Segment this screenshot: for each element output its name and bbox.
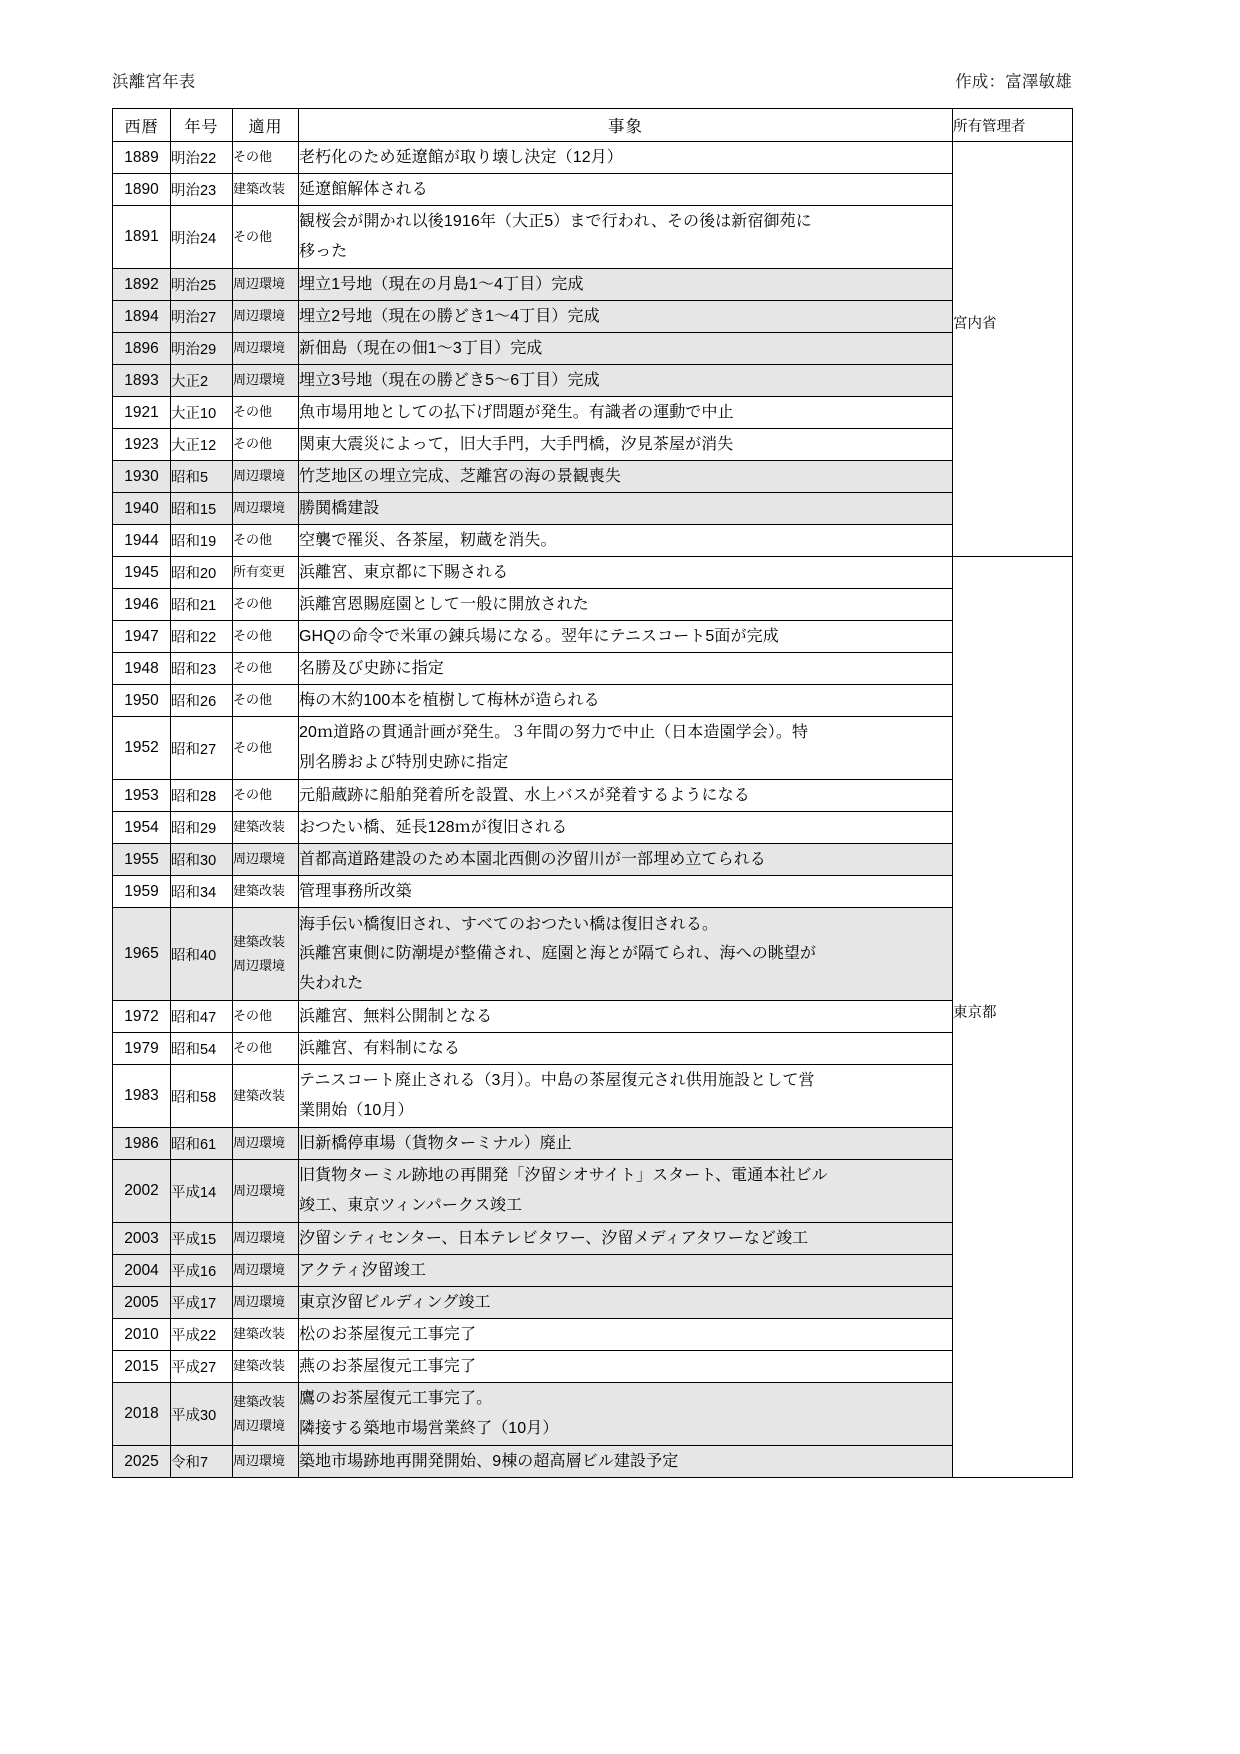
cell-event [299, 142, 953, 174]
chronology-table [112, 108, 1073, 1478]
event-line: 燕のお茶屋復元工事完了 [299, 1357, 477, 1375]
table-row [113, 589, 1073, 621]
table-row [113, 333, 1073, 365]
cell-category [233, 301, 299, 333]
cell-era: 昭和26 [171, 685, 233, 717]
cell-event [299, 844, 953, 876]
cell-category [233, 685, 299, 717]
cell-category [233, 1351, 299, 1383]
cell-year: 1947 [113, 621, 171, 653]
cell-owner [953, 142, 1073, 557]
category-line: 建築改装 [233, 1358, 286, 1374]
event-line: 業開始（10月） [299, 1102, 414, 1119]
cell-era: 昭和15 [171, 493, 233, 525]
cell-event [299, 206, 953, 269]
event-line: 勝鬨橋建設 [299, 499, 380, 517]
cell-year: 2005 [113, 1287, 171, 1319]
event-line: 浜離宮、無料公開制となる [299, 1007, 493, 1025]
category-line: 周辺環境 [233, 851, 286, 867]
category-line: 周辺環境 [233, 308, 286, 324]
cell-event [299, 174, 953, 206]
cell-year: 2015 [113, 1351, 171, 1383]
category-line: 周辺環境 [233, 1453, 286, 1469]
table-row [113, 206, 1073, 269]
cell-category [233, 525, 299, 557]
cell-category [233, 174, 299, 206]
event-line: 魚市場用地としての払下げ問題が発生。有識者の運動で中止 [299, 403, 734, 421]
cell-year: 1944 [113, 525, 171, 557]
cell-event [299, 1001, 953, 1033]
cell-era: 明治29 [171, 333, 233, 365]
cell-era: 平成30 [171, 1383, 233, 1446]
page-title: 浜離宮年表 [112, 73, 196, 91]
cell-category [233, 844, 299, 876]
cell-event [299, 1351, 953, 1383]
category-line: その他 [233, 596, 273, 612]
cell-era: 昭和21 [171, 589, 233, 621]
event-line: 浜離宮恩賜庭園として一般に開放された [299, 595, 589, 613]
category-line: その他 [233, 436, 273, 452]
cell-year: 1930 [113, 461, 171, 493]
cell-era: 明治25 [171, 269, 233, 301]
category-line: その他 [233, 628, 273, 644]
category-line: 建築改装 [233, 933, 286, 949]
cell-event [299, 589, 953, 621]
table-row [113, 1160, 1073, 1223]
cell-era: 明治22 [171, 142, 233, 174]
table-row [113, 1351, 1073, 1383]
cell-year: 1979 [113, 1033, 171, 1065]
cell-category [233, 365, 299, 397]
event-line: 梅の木約100本を植樹して梅林が造られる [299, 691, 600, 709]
category-line: その他 [233, 149, 273, 165]
cell-year: 2003 [113, 1223, 171, 1255]
event-line: 管理事務所改築 [299, 882, 412, 900]
category-line: その他 [233, 787, 273, 803]
event-line: 旧新橋停車場（貨物ターミナル）廃止 [299, 1134, 572, 1152]
table-row [113, 812, 1073, 844]
cell-year: 2025 [113, 1446, 171, 1478]
cell-year: 1896 [113, 333, 171, 365]
cell-year: 1950 [113, 685, 171, 717]
cell-category [233, 908, 299, 1001]
cell-event [299, 1065, 953, 1128]
cell-category [233, 493, 299, 525]
cell-category [233, 429, 299, 461]
cell-category [233, 780, 299, 812]
cell-event [299, 1223, 953, 1255]
cell-era: 令和7 [171, 1446, 233, 1478]
table-row [113, 1383, 1073, 1446]
cell-event [299, 908, 953, 1001]
cell-era: 平成22 [171, 1319, 233, 1351]
table-row [113, 557, 1073, 589]
cell-event [299, 1287, 953, 1319]
event-line: 海手伝い橋復旧され、すべてのおつたい橋は復旧される。 [299, 915, 719, 933]
cell-era: 大正2 [171, 365, 233, 397]
cell-event [299, 461, 953, 493]
cell-era: 昭和23 [171, 653, 233, 685]
event-line: 20ｍ道路の貫通計画が発生。３年間の努力で中止（日本造園学会）。特 [299, 724, 809, 742]
category-line: 周辺環境 [233, 1182, 286, 1198]
cell-category [233, 717, 299, 780]
cell-event [299, 1319, 953, 1351]
cell-era: 昭和28 [171, 780, 233, 812]
table-row [113, 1128, 1073, 1160]
table-body [113, 142, 1073, 1478]
cell-year: 1889 [113, 142, 171, 174]
category-line: 周辺環境 [233, 340, 286, 356]
cell-year: 1972 [113, 1001, 171, 1033]
event-line: 東京汐留ビルディング竣工 [299, 1293, 491, 1311]
cell-event [299, 525, 953, 557]
cell-year: 1965 [113, 908, 171, 1001]
cell-year: 1921 [113, 397, 171, 429]
cell-era: 昭和58 [171, 1065, 233, 1128]
cell-year: 2018 [113, 1383, 171, 1446]
event-line: 汐留シティセンター、日本テレビタワー、汐留メディアタワーなど竣工 [299, 1229, 809, 1247]
cell-category [233, 1223, 299, 1255]
cell-year: 1940 [113, 493, 171, 525]
event-line: 新佃島（現在の佃1〜3丁目）完成 [299, 339, 543, 357]
category-line: その他 [233, 532, 273, 548]
event-line: 浜離宮、東京都に下賜される [299, 563, 509, 581]
cell-event [299, 812, 953, 844]
category-line: 周辺環境 [233, 276, 286, 292]
event-line: 築地市場跡地再開発開始、9棟の超高層ビル建設予定 [299, 1452, 679, 1470]
category-line: 建築改装 [233, 1087, 286, 1103]
event-line: 元船蔵跡に船舶発着所を設置、水上バスが発着するようになる [299, 786, 750, 804]
cell-event [299, 1033, 953, 1065]
table-row [113, 1319, 1073, 1351]
table-row [113, 1223, 1073, 1255]
cell-event [299, 397, 953, 429]
category-line: その他 [233, 1040, 273, 1056]
cell-era: 明治24 [171, 206, 233, 269]
category-line: 周辺環境 [233, 468, 286, 484]
event-line: 関東大震災によって，旧大手門，大手門橋，汐見茶屋が消失 [299, 435, 734, 453]
event-line: 埋立1号地（現在の月島1〜4丁目）完成 [299, 275, 584, 293]
event-line: 別名勝および特別史跡に指定 [299, 754, 509, 771]
category-line: 周辺環境 [233, 958, 286, 973]
cell-category [233, 589, 299, 621]
table-row [113, 142, 1073, 174]
table-row [113, 397, 1073, 429]
event-line: 旧貨物ターミル跡地の再開発「汐留シオサイト」スタート、電通本社ビル [299, 1167, 828, 1185]
cell-category [233, 1383, 299, 1446]
cell-category [233, 1033, 299, 1065]
cell-year: 2010 [113, 1319, 171, 1351]
cell-era: 昭和54 [171, 1033, 233, 1065]
cell-year: 1923 [113, 429, 171, 461]
table-row [113, 461, 1073, 493]
category-line: 周辺環境 [233, 1294, 286, 1310]
cell-category [233, 1319, 299, 1351]
cell-category [233, 461, 299, 493]
cell-year: 1954 [113, 812, 171, 844]
event-line: 竹芝地区の埋立完成、芝離宮の海の景観喪失 [299, 467, 622, 485]
cell-category [233, 1160, 299, 1223]
event-line: 首都高道路建設のため本園北西側の汐留川が一部埋め立てられる [299, 850, 766, 868]
table-row [113, 621, 1073, 653]
cell-event [299, 717, 953, 780]
table-row [113, 493, 1073, 525]
cell-era: 昭和20 [171, 557, 233, 589]
column-header-year: 西暦 [113, 109, 171, 142]
cell-event [299, 653, 953, 685]
cell-year: 1986 [113, 1128, 171, 1160]
event-line: 移った [299, 243, 348, 260]
category-line: 周辺環境 [233, 500, 286, 516]
cell-event [299, 1160, 953, 1223]
cell-year: 1946 [113, 589, 171, 621]
cell-era: 明治27 [171, 301, 233, 333]
table-header [113, 109, 1073, 142]
cell-event [299, 1446, 953, 1478]
cell-era: 平成15 [171, 1223, 233, 1255]
category-line: その他 [233, 739, 273, 755]
cell-era: 平成16 [171, 1255, 233, 1287]
cell-era: 昭和30 [171, 844, 233, 876]
table-row [113, 1001, 1073, 1033]
category-line: その他 [233, 228, 273, 244]
cell-year: 2002 [113, 1160, 171, 1223]
cell-year: 1891 [113, 206, 171, 269]
cell-event [299, 557, 953, 589]
table-row [113, 653, 1073, 685]
cell-event [299, 1383, 953, 1446]
table-row [113, 1446, 1073, 1478]
event-line: 埋立3号地（現在の勝どき5〜6丁目）完成 [299, 371, 600, 389]
cell-category [233, 1255, 299, 1287]
event-line: GHQの命令で米軍の錬兵場になる。翌年にテニスコート5面が完成 [299, 627, 779, 645]
table-row [113, 1255, 1073, 1287]
event-line: 失われた [299, 974, 364, 992]
event-line: 延遼館解体される [299, 180, 428, 198]
table-row [113, 685, 1073, 717]
category-line: 周辺環境 [233, 1230, 286, 1246]
table-row [113, 429, 1073, 461]
category-line: 所有変更 [233, 564, 286, 580]
table-row [113, 269, 1073, 301]
cell-era: 明治23 [171, 174, 233, 206]
table-row [113, 525, 1073, 557]
cell-era: 昭和22 [171, 621, 233, 653]
category-line: 周辺環境 [233, 1418, 286, 1433]
table-row [113, 876, 1073, 908]
column-header-event: 事象 [299, 109, 953, 142]
event-line: 老朽化のため延遼館が取り壊し決定（12月） [299, 148, 623, 166]
cell-year: 1945 [113, 557, 171, 589]
cell-era: 昭和61 [171, 1128, 233, 1160]
cell-category [233, 206, 299, 269]
category-line: 周辺環境 [233, 1262, 286, 1278]
cell-category [233, 653, 299, 685]
cell-era: 平成27 [171, 1351, 233, 1383]
table-row [113, 780, 1073, 812]
cell-event [299, 876, 953, 908]
cell-era: 大正12 [171, 429, 233, 461]
cell-event [299, 1255, 953, 1287]
cell-era: 昭和29 [171, 812, 233, 844]
cell-event [299, 365, 953, 397]
event-line: おつたい橋、延長128ｍが復旧される [299, 818, 568, 836]
cell-era: 大正10 [171, 397, 233, 429]
cell-category [233, 397, 299, 429]
cell-event [299, 493, 953, 525]
event-line: 観桜会が開かれ以後1916年（大正5）まで行われ、その後は新宿御苑に [299, 213, 812, 231]
category-line: 周辺環境 [233, 372, 286, 388]
cell-year: 1955 [113, 844, 171, 876]
header-row [113, 109, 1073, 142]
category-line: 建築改装 [233, 181, 286, 197]
owner-label: 宮内省 [953, 316, 997, 332]
cell-category [233, 557, 299, 589]
cell-era: 昭和40 [171, 908, 233, 1001]
event-line: 隣接する築地市場営業終了（10月） [299, 1420, 559, 1437]
table-row [113, 301, 1073, 333]
event-line: 竣工、東京ツィンパークス竣工 [299, 1197, 523, 1214]
event-line: 埋立2号地（現在の勝どき1〜4丁目）完成 [299, 307, 600, 325]
cell-category [233, 1287, 299, 1319]
category-line: 建築改装 [233, 883, 286, 899]
event-line: アクティ汐留竣工 [299, 1261, 427, 1279]
cell-category [233, 1065, 299, 1128]
cell-year: 1894 [113, 301, 171, 333]
cell-era: 昭和19 [171, 525, 233, 557]
cell-year: 1952 [113, 717, 171, 780]
cell-event [299, 621, 953, 653]
table-row [113, 365, 1073, 397]
category-line: 周辺環境 [233, 1135, 286, 1151]
cell-event [299, 429, 953, 461]
column-header-category: 適用 [233, 109, 299, 142]
cell-year: 1983 [113, 1065, 171, 1128]
cell-category [233, 142, 299, 174]
event-line: 浜離宮東側に防潮堤が整備され、庭園と海とが隔てられ、海への眺望が [299, 945, 817, 963]
event-line: 鷹のお茶屋復元工事完了。 [299, 1390, 493, 1408]
category-line: その他 [233, 692, 273, 708]
event-line: 空襲で罹災、各茶屋，籾蔵を消失。 [299, 531, 557, 549]
owner-label: 東京都 [953, 1005, 997, 1021]
column-header-era: 年号 [171, 109, 233, 142]
cell-category [233, 1001, 299, 1033]
cell-category [233, 876, 299, 908]
cell-category [233, 812, 299, 844]
category-line: 建築改装 [233, 819, 286, 835]
table-row [113, 1065, 1073, 1128]
category-line: その他 [233, 404, 273, 420]
event-line: テニスコート廃止される（3月）。中島の茶屋復元され供用施設として営 [299, 1072, 815, 1090]
cell-event [299, 333, 953, 365]
cell-event [299, 269, 953, 301]
cell-year: 1893 [113, 365, 171, 397]
cell-year: 1890 [113, 174, 171, 206]
cell-category [233, 1446, 299, 1478]
cell-category [233, 333, 299, 365]
cell-year: 1953 [113, 780, 171, 812]
cell-owner [953, 557, 1073, 1478]
cell-era: 平成14 [171, 1160, 233, 1223]
cell-era: 昭和34 [171, 876, 233, 908]
cell-event [299, 685, 953, 717]
cell-year: 2004 [113, 1255, 171, 1287]
category-line: その他 [233, 1008, 273, 1024]
cell-era: 昭和47 [171, 1001, 233, 1033]
cell-year: 1959 [113, 876, 171, 908]
cell-year: 1892 [113, 269, 171, 301]
table-row [113, 717, 1073, 780]
category-line: 建築改装 [233, 1393, 286, 1409]
event-line: 名勝及び史跡に指定 [299, 659, 444, 677]
cell-era: 平成17 [171, 1287, 233, 1319]
category-line: その他 [233, 660, 273, 676]
event-line: 浜離宮、有料制になる [299, 1039, 461, 1057]
table-row [113, 1287, 1073, 1319]
cell-event [299, 1128, 953, 1160]
category-line: 建築改装 [233, 1326, 286, 1342]
cell-category [233, 269, 299, 301]
table-row [113, 174, 1073, 206]
cell-era: 昭和5 [171, 461, 233, 493]
cell-category [233, 621, 299, 653]
document-header [112, 72, 1072, 92]
table-row [113, 908, 1073, 1001]
cell-year: 1948 [113, 653, 171, 685]
cell-event [299, 301, 953, 333]
document-author: 作成：富澤敏雄 [955, 73, 1072, 91]
event-line: 松のお茶屋復元工事完了 [299, 1325, 477, 1343]
cell-era: 昭和27 [171, 717, 233, 780]
cell-category [233, 1128, 299, 1160]
table-row [113, 844, 1073, 876]
cell-event [299, 780, 953, 812]
column-header-owner: 所有管理者 [953, 109, 1073, 142]
table-row [113, 1033, 1073, 1065]
